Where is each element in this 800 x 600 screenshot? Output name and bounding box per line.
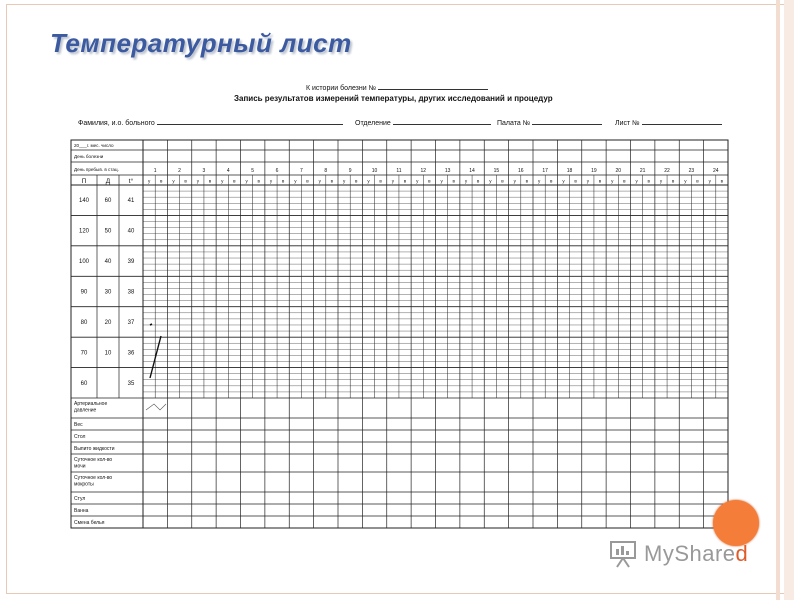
evening-mark: в (501, 178, 504, 184)
respiration-scale-value: 50 (104, 228, 112, 235)
day-number: 14 (469, 168, 475, 174)
day-number: 17 (542, 168, 548, 174)
morning-mark: у (684, 178, 687, 184)
respiration-scale-value: 40 (104, 259, 112, 266)
morning-mark: у (221, 178, 224, 184)
respiration-scale-value: 60 (104, 198, 112, 205)
row-label-illness-day: День болезни (74, 154, 104, 159)
myshared-logo (608, 538, 768, 572)
evening-mark: в (696, 178, 699, 184)
morning-mark: у (489, 178, 492, 184)
temperature-scale-value: 41 (127, 198, 135, 205)
evening-mark: в (184, 178, 187, 184)
bottom-row-label: Смена белья (74, 520, 105, 526)
pulse-scale-value: 60 (80, 380, 88, 387)
day-number: 8 (324, 168, 328, 174)
evening-mark: в (623, 178, 626, 184)
form-subtitle: Запись результатов измерений температуры, других исследований и процедур (234, 94, 553, 103)
bottom-row-label: Стол (74, 434, 86, 440)
temperature-scale-value: 35 (127, 380, 135, 387)
evening-mark: в (233, 178, 236, 184)
department-label: Отделение (355, 120, 391, 127)
evening-mark: в (525, 178, 529, 184)
morning-mark: у (172, 178, 175, 184)
day-number: 1 (153, 168, 157, 174)
day-number: 15 (493, 168, 500, 174)
sheet-border (71, 140, 728, 528)
bottom-row-label: Стул (74, 496, 86, 502)
pulse-scale-value: 80 (80, 319, 88, 326)
day-number: 10 (371, 168, 378, 174)
morning-mark: у (196, 178, 199, 184)
column-label-temperature: t° (128, 178, 134, 185)
day-number: 19 (591, 168, 597, 174)
day-number: 21 (639, 168, 646, 174)
evening-mark: в (208, 178, 212, 184)
evening-mark: в (160, 178, 163, 184)
patient-label: Фамилия, и.о. больного (78, 120, 155, 127)
presentation-board-icon (608, 540, 638, 568)
day-number: 23 (688, 168, 695, 174)
pulse-scale-value: 100 (78, 259, 90, 266)
day-number: 6 (275, 168, 279, 174)
bottom-row-label: Вес (74, 422, 83, 428)
evening-mark: в (306, 178, 309, 184)
day-number: 24 (713, 168, 719, 174)
morning-mark: у (537, 178, 541, 184)
day-number: 22 (664, 168, 670, 174)
morning-mark: у (464, 178, 468, 184)
evening-mark: в (550, 178, 553, 184)
morning-mark: у (367, 178, 370, 184)
day-number: 16 (518, 168, 524, 174)
morning-mark: у (269, 178, 273, 184)
bottom-row-label: Ванна (74, 508, 89, 514)
evening-mark: в (452, 178, 456, 184)
history-label: К истории болезни № (306, 85, 377, 92)
day-number: 18 (566, 168, 573, 174)
respiration-scale-value: 10 (104, 350, 112, 357)
morning-mark: у (294, 178, 297, 184)
morning-mark: у (708, 178, 711, 184)
row-label-stay-day: День пребыв. в стац. (74, 167, 119, 172)
temperature-scale-value: 37 (127, 319, 135, 326)
pulse-scale-value: 120 (78, 228, 90, 235)
morning-mark: у (342, 178, 346, 184)
bottom-row-label: Суточное кол-во мокроты (74, 475, 113, 488)
ward-label: Палата № (497, 120, 531, 127)
morning-mark: у (513, 178, 516, 184)
morning-mark: у (586, 178, 589, 184)
column-label-pulse: П (81, 178, 87, 185)
pen-stroke (150, 336, 161, 378)
day-number: 2 (178, 168, 181, 174)
row-label-date: 20___г. мес. число (74, 143, 114, 148)
morning-mark: у (562, 178, 565, 184)
morning-mark: у (245, 178, 248, 184)
pulse-scale-value: 90 (80, 289, 88, 296)
respiration-scale-value: 20 (104, 319, 112, 326)
day-number: 20 (615, 168, 622, 174)
day-number: 3 (202, 168, 206, 174)
evening-mark: в (428, 178, 431, 184)
column-label-respiration: Д (105, 178, 111, 185)
bottom-row-label: Артериальное давление (74, 401, 108, 414)
evening-mark: в (671, 178, 675, 184)
day-number: 9 (348, 168, 352, 174)
evening-mark: в (598, 178, 602, 184)
evening-mark: в (574, 178, 577, 184)
evening-mark: в (281, 178, 285, 184)
morning-mark: у (391, 178, 394, 184)
evening-mark: в (720, 178, 724, 184)
bottom-row-label: Суточное кол-во мочи (74, 457, 113, 470)
evening-mark: в (403, 178, 407, 184)
evening-mark: в (355, 178, 358, 184)
evening-mark: в (257, 178, 261, 184)
pulse-scale-value: 70 (80, 350, 88, 357)
day-number: 11 (396, 168, 402, 174)
respiration-scale-value: 30 (104, 289, 112, 296)
temperature-scale-value: 36 (127, 350, 135, 357)
day-number: 7 (300, 168, 303, 174)
temperature-scale-value: 39 (127, 259, 135, 266)
morning-mark: у (635, 178, 638, 184)
day-number: 5 (251, 168, 255, 174)
day-number: 4 (226, 168, 230, 174)
pen-scribble (146, 404, 166, 410)
morning-mark: у (416, 178, 419, 184)
pulse-scale-value: 140 (78, 198, 90, 205)
evening-mark: в (330, 178, 334, 184)
day-number: 13 (444, 168, 451, 174)
morning-mark: у (318, 178, 321, 184)
evening-mark: в (476, 178, 480, 184)
bottom-row-label: Выпито жидкости (74, 446, 115, 452)
pen-dot (150, 324, 152, 325)
temperature-scale-value: 38 (127, 289, 135, 296)
logo-text (644, 541, 748, 567)
evening-mark: в (647, 178, 651, 184)
morning-mark: у (147, 178, 151, 184)
morning-mark: у (659, 178, 663, 184)
morning-mark: у (611, 178, 614, 184)
slide-title: Температурный лист (50, 28, 352, 58)
logo-text-accent: d (735, 541, 749, 566)
morning-mark: у (440, 178, 443, 184)
day-number: 12 (420, 168, 427, 174)
logo-text-main: MyShare (644, 541, 736, 566)
temperature-scale-value: 40 (127, 228, 135, 235)
sheet-label: Лист № (615, 120, 640, 127)
evening-mark: в (379, 178, 382, 184)
